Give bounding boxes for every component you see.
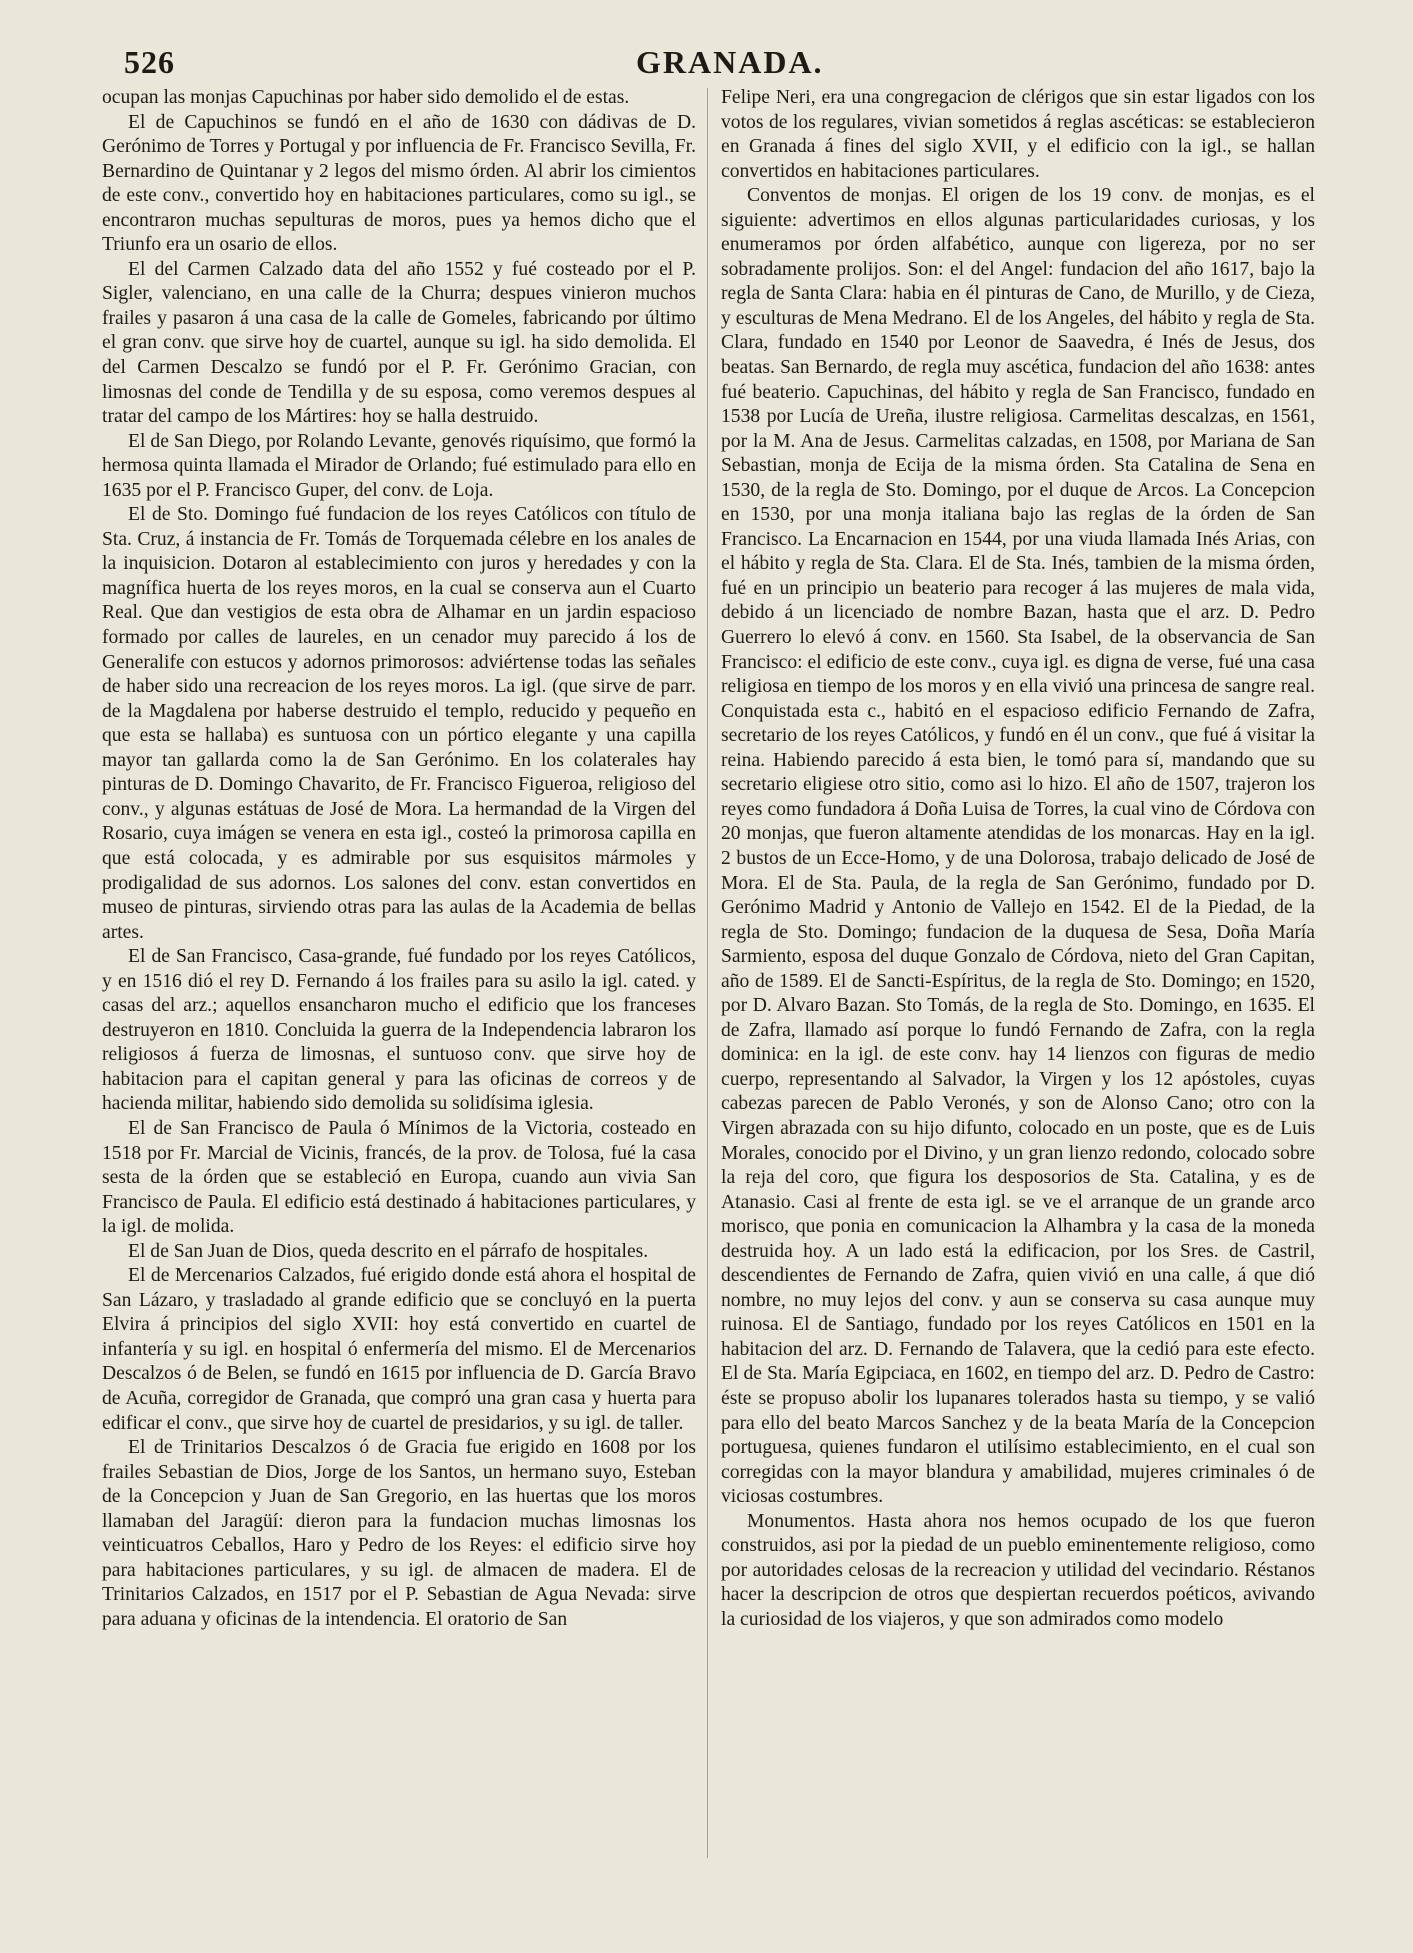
column-divider	[707, 88, 708, 1858]
paragraph: Conventos de monjas. El origen de los 19 conv. de monjas, es el siguiente: advertimos en ellos algunas particularidades curiosas, y los enumeramos por órden alfabético, aunque con ligereza, por no ser sobradamente prolijos. Son: el del Angel: fundacion del año 1617, bajo la regla de Santa Clara: habia en él pinturas de Cano, de Murillo, y de Cieza, y esculturas de Mena Medrano. El de los Angeles, del hábito y regla de Sta. Clara, fundado en 1540 por Leonor de Saavedra, é Inés de Jesus, dos beatas. San Bernardo, de regla muy ascética, fundacion del año 1638: antes fué beaterio. Capuchinas, del hábito y regla de San Francisco, fundado en 1538 por Lucía de Ureña, ilustre religiosa. Carmelitas descalzas, en 1561, por la M. Ana de Jesus. Carmelitas calzadas, en 1508, por Mariana de San Sebastian, monja de Ecija de la misma órden. Sta Catalina de Sena en 1530, de la regla de Sto. Domingo, por el duque de Arcos. La Concepcion en 1530, por una monja italiana bajo las reglas de la órden de San Francisco. La Encarnacion en 1544, por una viuda llamada Inés Arias, con el hábito y regla de Sta. Clara. El de Sta. Inés, tambien de la misma órden, fué en un principio un beaterio para recoger á las mujeres de mala vida, debido á un licenciado de nombre Bazan, hasta que el arz. D. Pedro Guerrero lo elevó á conv. en 1560. Sta Isabel, de la observancia de San Francisco: el edificio de este conv., cuya igl. es digna de verse, fué una casa religiosa en tiempo de los moros y en ella vivió una princesa de sangre real. Conquistada esta c., habitó en el espacioso edificio Fernando de Zafra, secretario de los reyes Católicos, y fundó en él un conv., que fué á visitar la reina. Habiendo parecido á esta bien, le tomó para sí, mandando que su secretario eligiese otro sitio, como asi lo hizo. El año de 1507, trajeron los reyes como fundadora á Doña Luisa de Torres, la cual vino de Córdova con 20 monjas, que fueron altamente atendidas de los monarcas. Hay en la igl. 2 bustos de un Ecce-Homo, y de una Dolorosa, trabajo delicado de José de Mora. El de Sta. Paula, de la regla de San Gerónimo, fundado por D. Gerónimo Madrid y Antonio de Vallejo en 1542. El de la Piedad, de la regla de Sto. Domingo; fundacion de la duquesa de Sesa, Doña María Sarmiento, esposa del duque Gonzalo de Córdova, nieto del Gran Capitan, año de 1589. El de Sancti-Espíritus, de la regla de Sto. Domingo; en 1520, por D. Alvaro Bazan. Sto Tomás, de la regla de Sto. Domingo, en 1635. El de Zafra, llamado así porque lo fundó Fernando de Zafra, con la regla dominica: en la igl. de este conv. hay 14 lienzos con figuras de medio cuerpo, representando al Salvador, la Virgen y los 12 apóstoles, cuyas cabezas parecen de Pablo Veronés, y son de Alonso Cano; otro con la Virgen abrazada con su hijo difunto, colocado en un poste, que es de Luis Morales, conocido por el Divino, y un gran lienzo redondo, colocado sobre la reja del coro, que figura los desposorios de Sta. Catalina, y es de Atanasio. Casi al frente de esta igl. se ve el arranque de un grande arco morisco, que ponia en comunicacion la Alhambra y la casa de la moneda destruida hoy. A un lado está la edificacion, por los Sres. de Castril, descendientes de Fernando de Zafra, quien vivió en una calle, á que dió nombre, no muy lejos del conv. y aun se conserva su casa aunque muy ruinosa. El de Santiago, fundado por los reyes Católicos en 1501 en la habitacion del arz. D. Fernando de Talavera, que la cedió para este efecto. El de Sta. María Egipciaca, en 1602, en tiempo del arz. D. Pedro de Castro: éste se propuso abolir los lupanares tolerados hasta su tiempo, y se valió para ello del beato Marcos Sanchez y de la beata María de la Concepcion portuguesa, quienes fundaron el utilísimo establecimiento, en el cual son corregidas con la mayor blandura y amabilidad, mujeres criminales ó de viciosas costumbres.	[721, 185, 1315, 1508]
paragraph: El de San Francisco, Casa-grande, fué fundado por los reyes Católicos, y en 1516 dió el rey D. Fernando á los frailes para su asilo la igl. cated. y casas del arz.; aquellos ensancharon mucho el edificio que los franceses destruyeron en 1810. Concluida la guerra de la Independencia labraron los religiosos á fuerza de limosnas, el suntuoso conv. que sirve hoy de habitacion para el capitan general y para las oficinas de correos y de hacienda militar, habiendo sido demolida su solidísima iglesia.	[102, 946, 696, 1115]
paragraph: El de Mercenarios Calzados, fué erigido donde está ahora el hospital de San Lázaro, y trasladado al grande edificio que se concluyó en la puerta Elvira á principios del siglo XVII: hoy está convertido en cuartel de infantería y su igl. en hospital ó enfermería del mismo. El de Mercenarios Descalzos ó de Belen, se fundó en 1615 por influencia de D. García Bravo de Acuña, corregidor de Granada, que compró una gran casa y huerta para edificar el conv., que sirve hoy de cuartel de presidarios, y su igl. de taller.	[102, 1265, 696, 1434]
paragraph: Felipe Neri, era una congregacion de clérigos que sin estar ligados con los votos de los regulares, vivian sometidos á reglas ascéticas: se establecieron en Granada á fines del siglo XVII, y el edificio con la igl., se hallan convertidos en habitaciones particulares.	[721, 87, 1315, 182]
right-column	[721, 86, 1315, 1856]
paragraph: El del Carmen Calzado data del año 1552 y fué costeado por el P. Sigler, valenciano, en una calle de la Churra; despues vinieron muchos frailes y pasaron á una casa de la calle de Gomeles, fabricando por último el gran conv. que sirve hoy de cuartel, aunque su igl. ha sido demolida. El del Carmen Descalzo se fundó por el P. Fr. Gerónimo Gracian, con limosnas del conde de Tendilla y de su esposa, como veremos despues al tratar del campo de los Mártires: hoy se halla destruido.	[102, 258, 696, 428]
page-header	[0, 44, 1413, 88]
paragraph: El de San Juan de Dios, queda descrito en el párrafo de hospitales.	[128, 1240, 649, 1262]
paragraph: Monumentos. Hasta ahora nos hemos ocupado de los que fueron construidos, asi por la piedad de un pueblo eminentemente religioso, como por autoridades celosas de la recreacion y utilidad del vecindario. Réstanos hacer la descripcion de otros que despiertan recuerdos poéticos, avivando la curiosidad de los viajeros, y que son admirados como modelo	[721, 1510, 1315, 1630]
running-title: GRANADA.	[636, 44, 824, 80]
paragraph: El de Trinitarios Descalzos ó de Gracia fue erigido en 1608 por los frailes Sebastian de Dios, Jorge de los Santos, un hermano suyo, Esteban de la Concepcion y Juan de San Gregorio, en las huertas que los moros llamaban del Jaragüí: dieron para la fundacion muchas limosnas los veinticuatros Ceballos, Haro y Pedro de los Reyes: el edificio sirve hoy para habitaciones particulares, y su igl. de almacen de madera. El de Trinitarios Calzados, en 1517 por el P. Sebastian de Agua Nevada: sirve para aduana y oficinas de la intendencia. El oratorio de San	[102, 1437, 696, 1630]
left-column	[102, 86, 696, 1856]
paragraph: El de San Diego, por Rolando Levante, genovés riquísimo, que formó la hermosa quinta llamada el Mirador de Orlando; fué estimulado para ello en 1635 por el P. Francisco Guper, del conv. de Loja.	[102, 430, 696, 501]
paragraph: El de San Francisco de Paula ó Mínimos de la Victoria, costeado en 1518 por Fr. Marcial de Vicinis, francés, de la prov. de Tolosa, fué la casa sesta de la órden que se estableció en Europa, cuando aun vivia San Francisco de Paula. El edificio está destinado á habitaciones particulares, y la igl. de molida.	[102, 1117, 696, 1238]
page-number: 526	[124, 44, 175, 80]
paragraph: ocupan las monjas Capuchinas por haber sido demolido el de estas.	[102, 87, 630, 108]
paragraph: El de Capuchinos se fundó en el año de 1630 con dádivas de D. Gerónimo de Torres y Portugal y por influencia de Fr. Francisco Sevilla, Fr. Bernardino de Quintanar y 2 legos del mismo órden. Al abrir los cimientos de este conv., convertido hoy en habitaciones particulares, como su igl., se encontraron muchas sepulturas de moros, pues ya hemos dicho que el Triunfo era un osario de ellos.	[102, 111, 696, 256]
paragraph: El de Sto. Domingo fué fundacion de los reyes Católicos con título de Sta. Cruz, á instancia de Fr. Tomás de Torquemada célebre en los anales de la inquisicion. Dotaron al establecimiento con juros y heredades y con la magnífica huerta de los reyes moros, en la cual se conserva aun el Cuarto Real. Que dan vestigios de esta obra de Alhamar en un jardin espacioso formado por calles de laureles, en un cenador muy parecido á los de Generalife con estucos y adornos primorosos: adviértense todas las señales de haber sido una recreacion de los reyes moros. La igl. (que sirve de parr. de la Magdalena por haberse destruido el templo, reducido y pequeño en que esta se hallaba) es suntuosa con un pórtico elegante y una capilla mayor tan gallarda como la de San Gerónimo. En los colaterales hay pinturas de D. Domingo Chavarito, de Fr. Francisco Figueroa, religioso del conv., y algunas estátuas de José de Mora. La hermandad de la Virgen del Rosario, cuya imágen se venera en esta igl., costeó la primorosa capilla en que está colocada, y es admirable por sus esquisitos mármoles y prodigalidad de sus adornos. Los salones del conv. estan convertidos en museo de pinturas, sirviendo otras para las aulas de la Academia de bellas artes.	[102, 504, 696, 943]
